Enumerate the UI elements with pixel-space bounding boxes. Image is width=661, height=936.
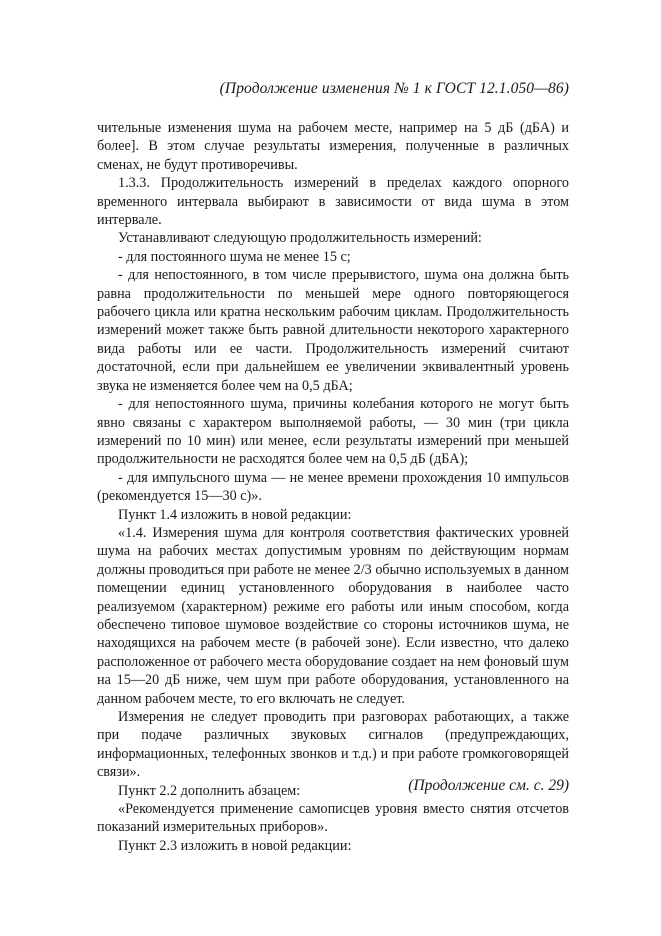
continuation-footer: (Продолжение см. с. 29) <box>408 777 569 794</box>
list-item-intermittent-noise: - для непостоянного, в том числе прерывистого, шума она должна быть равна продолжительности по меньшей мере одного повторяющегося рабочего цикла или кратна нескольким рабочим циклам. Продолжительность измерений может также быть равной длительности некоторого характерного вида работы или ее части. Продолжительность измерений считают достаточной, если при дальнейшем ее увеличении эквивалентный уровень звука не изменяется более чем на 0,5 дБА; <box>97 267 569 394</box>
paragraph-1: чительные изменения шума на рабочем месте, например на 5 дБ (дБА) и более]. В этом случае результаты измерения, полученные в различных сменах, не будут противоречивы. <box>97 120 569 173</box>
paragraph-measurement-conditions: Измерения не следует проводить при разговорах работающих, а также при подаче различных звуковых сигналов (предупреждающих, информационных, телефонных звонков и т.д.) и при работе громкоговорящей связи». <box>97 709 569 781</box>
paragraph-1-4: «1.4. Измерения шума для контроля соответствия фактических уровней шума на рабочих местах допустимым уровням по действующим нормам должны проводиться при работе не менее 2/3 обычно используемых в данном помещении единиц установленного оборудования в наиболее часто реализуемом (характерном) режиме его работы или иным способом, когда обеспечено типовое шумовое воздействие со стороны источников шума, не находящихся на рабочем месте (в рабочей зоне). Если известно, что далеко расположенное от рабочего места оборудование создает на нем фоновый шум на 15—20 дБ ниже, чем шум при работе оборудования, установленного на данном рабочем месте, то его включать не следует. <box>97 524 569 707</box>
paragraph-item-1-4-instruction: Пункт 1.4 изложить в новой редакции: <box>118 506 352 523</box>
paragraph-duration-intro: Устанавливают следующую продолжительность измерений: <box>118 230 482 247</box>
document-body <box>97 119 569 855</box>
paragraph-item-2-3-instruction: Пункт 2.3 изложить в новой редакции: <box>118 837 352 854</box>
paragraph-recorders: «Рекомендуется применение самописцев уровня вместо снятия отсчетов показаний измерительных приборов». <box>97 801 569 836</box>
list-item-impulse-noise: - для импульсного шума — не менее времени прохождения 10 импульсов (рекомендуется 15—30 с)». <box>97 469 569 505</box>
list-item-constant-noise: - для постоянного шума не менее 15 с; <box>118 248 351 265</box>
continuation-header: (Продолжение изменения № 1 к ГОСТ 12.1.050—86) <box>219 80 569 97</box>
list-item-unrelated-noise: - для непостоянного шума, причины колебания которого не могут быть явно связаны с характером выполняемой работы, — 30 мин (три цикла измерений по 10 мин) или менее, если результаты измерений при меньшей продолжительности не расходятся более чем на 0,5 дБ (дБА); <box>97 396 569 468</box>
paragraph-item-2-2-instruction: Пункт 2.2 дополнить абзацем: <box>118 782 301 799</box>
paragraph-1-3-3: 1.3.3. Продолжительность измерений в пределах каждого опорного временного интервала выбирают в зависимости от вида шума в этом интервале. <box>97 175 569 229</box>
